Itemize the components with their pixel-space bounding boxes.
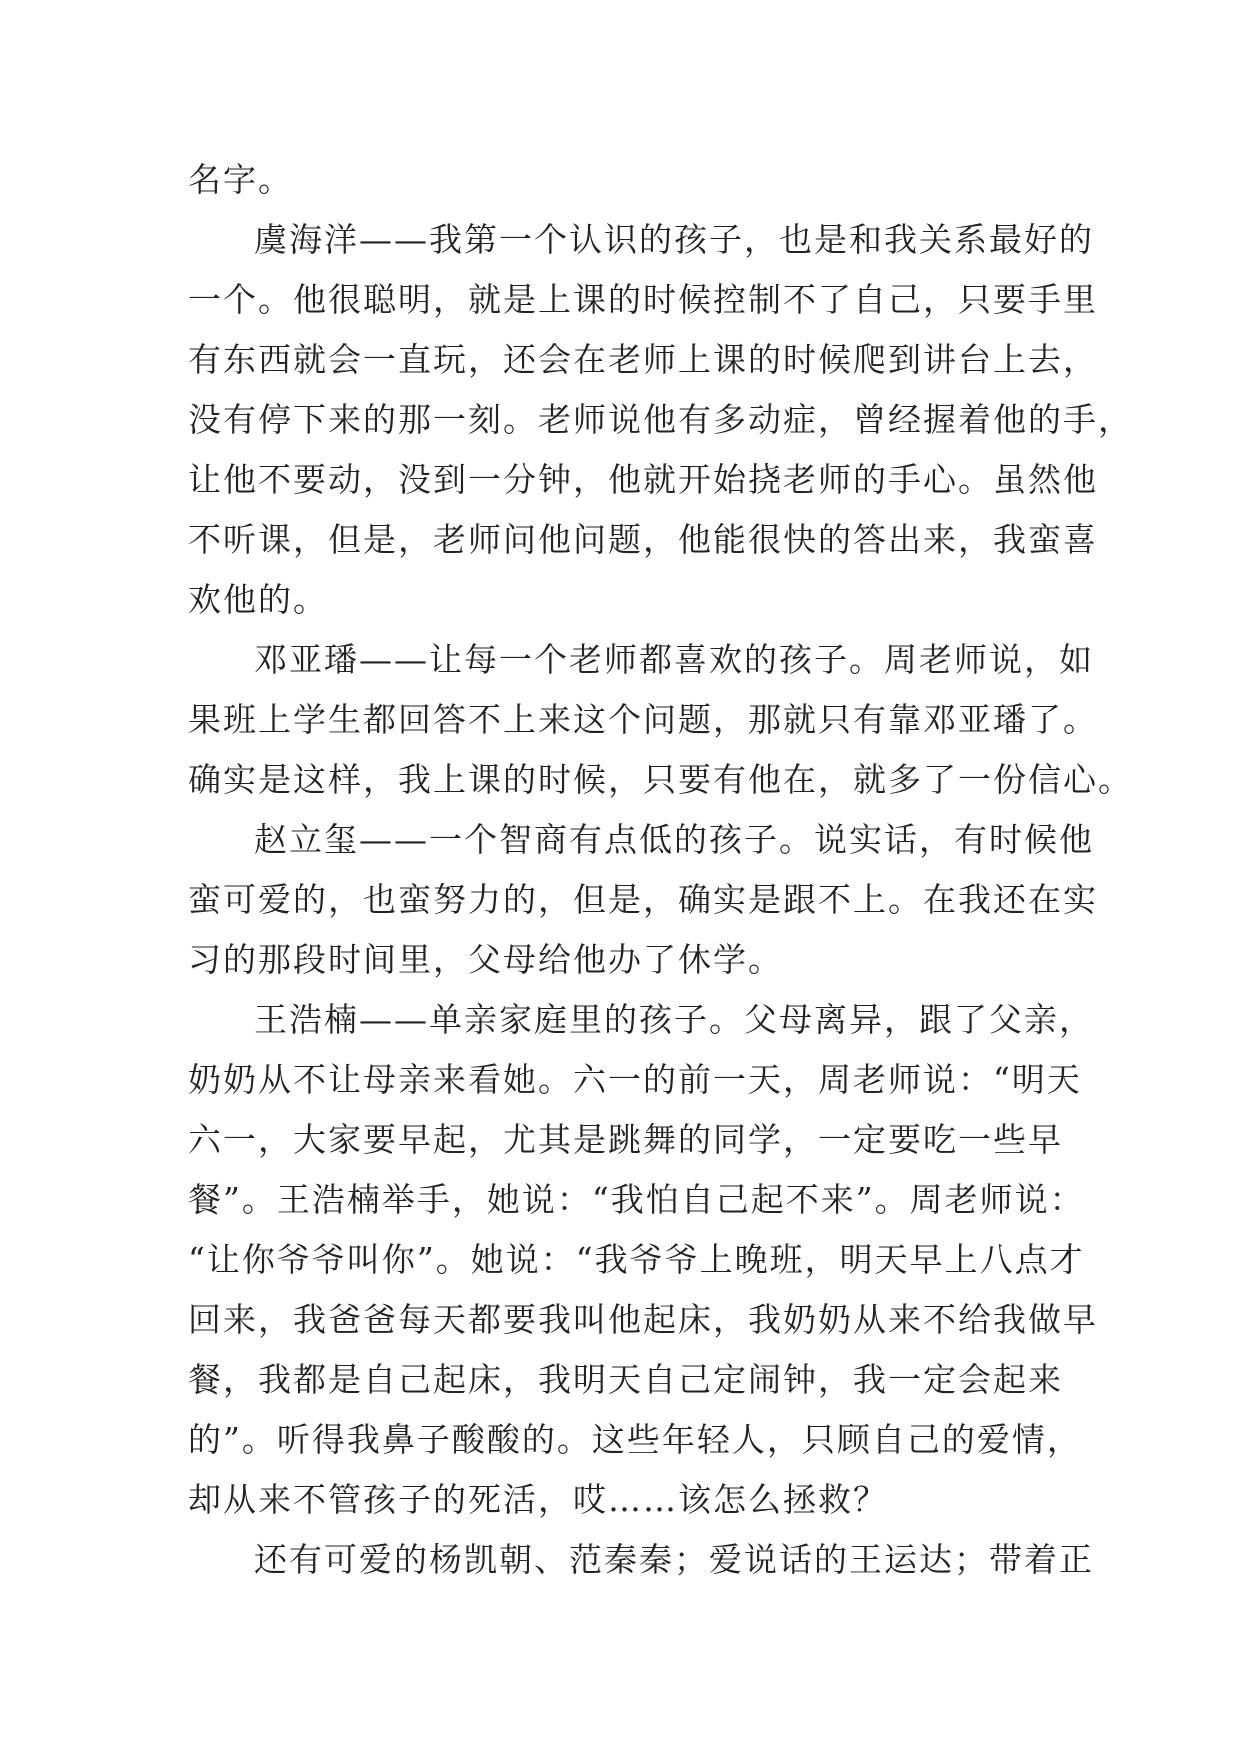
text-line: 果班上学生都回答不上来这个问题，那就只有靠邓亚璠了。	[188, 700, 1098, 739]
document-body	[188, 150, 1133, 1590]
text-line: 蛮可爱的，也蛮努力的，但是，确实是跟不上。在我还在实	[188, 880, 1098, 919]
text-line: 回来，我爸爸每天都要我叫他起床，我奶奶从来不给我做早	[188, 1300, 1098, 1339]
text-line: 有东西就会一直玩，还会在老师上课的时候爬到讲台上去，	[188, 340, 1098, 379]
text-line: 一个。他很聪明，就是上课的时候控制不了自己，只要手里	[188, 280, 1098, 319]
text-line: 餐，我都是自己起床，我明天自己定闹钟，我一定会起来	[188, 1360, 1063, 1399]
text-line: 习的那段时间里，父母给他办了休学。	[188, 940, 783, 979]
text-line: 餐”。王浩楠举手，她说：“我怕自己起不来”。周老师说：	[188, 1180, 1085, 1219]
paragraph-start-line: 还有可爱的杨凯朝、范秦秦；爱说话的王运达；带着正	[254, 1540, 1094, 1579]
text-line: 名字。	[188, 160, 293, 199]
paragraph-start-line: 赵立玺——一个智商有点低的孩子。说实话，有时候他	[254, 820, 1094, 859]
text-line: 欢他的。	[188, 580, 328, 619]
text-line: 的”。听得我鼻子酸酸的。这些年轻人，只顾自己的爱情，	[188, 1420, 1082, 1459]
text-line: 却从来不管孩子的死活，哎……该怎么拯救？	[188, 1480, 888, 1519]
text-line: 让他不要动，没到一分钟，他就开始挠老师的手心。虽然他	[188, 460, 1098, 499]
text-line: 六一，大家要早起，尤其是跳舞的同学，一定要吃一些早	[188, 1120, 1063, 1159]
text-line: 没有停下来的那一刻。老师说他有多动症，曾经握着他的手，	[188, 400, 1133, 439]
paragraph-start-line: 邓亚璠——让每一个老师都喜欢的孩子。周老师说，如	[254, 640, 1094, 679]
paragraph-start-line: 虞海洋——我第一个认识的孩子，也是和我关系最好的	[254, 220, 1094, 259]
text-line: 奶奶从不让母亲来看她。六一的前一天，周老师说：“明天	[188, 1060, 1082, 1099]
paragraph-start-line: 王浩楠——单亲家庭里的孩子。父母离异，跟了父亲，	[254, 1000, 1094, 1039]
text-line: 确实是这样，我上课的时候，只要有他在，就多了一份信心。	[188, 760, 1133, 799]
text-line: “让你爷爷叫你”。她说：“我爷爷上晚班，明天早上八点才	[188, 1240, 1085, 1279]
text-line: 不听课，但是，老师问他问题，他能很快的答出来，我蛮喜	[188, 520, 1098, 559]
